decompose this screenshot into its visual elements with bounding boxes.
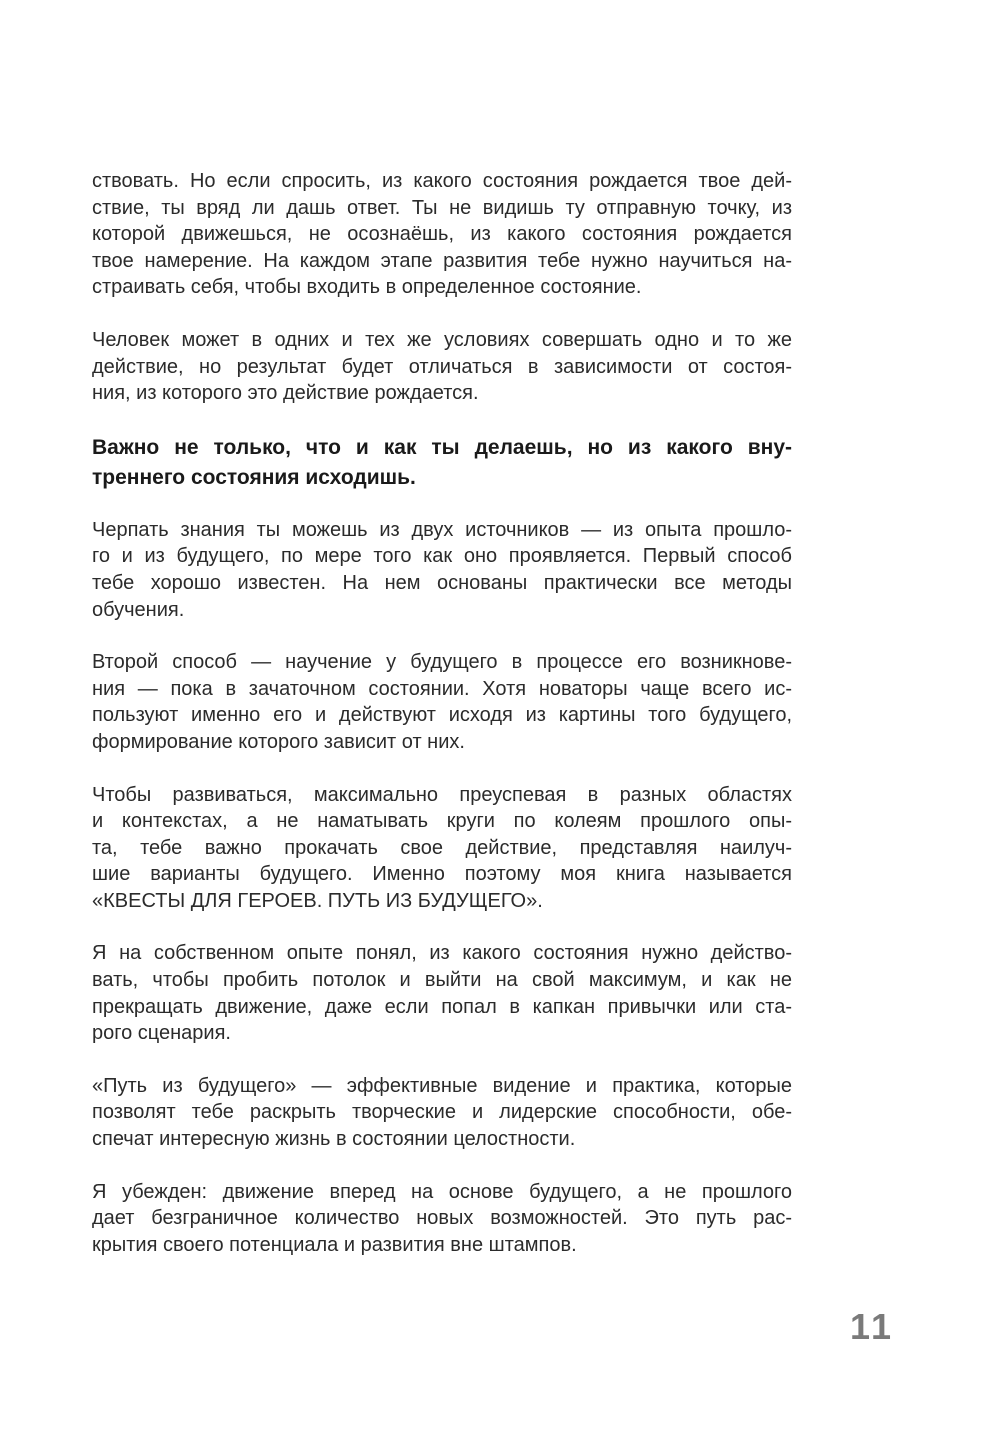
- text-line: ствие, ты вряд ли дашь ответ. Ты не видишь ту отправную точку, из: [92, 196, 792, 219]
- paragraph-7: [92, 1073, 792, 1153]
- text-line: действие, но результат будет отличаться в зависимости от состоя-: [92, 355, 792, 378]
- text-line: Человек может в одних и тех же условиях совершать одно и то же: [92, 328, 792, 351]
- text-line: обучения.: [92, 598, 185, 621]
- text-line: Второй способ — научение у будущего в процессе его возникнове-: [92, 651, 792, 674]
- paragraph-6: [92, 940, 792, 1046]
- text-line: позволят тебе раскрыть творческие и лидерские способности, обе-: [92, 1101, 792, 1124]
- text-line: ния, из которого это действие рождается.: [92, 382, 479, 405]
- text-line: формирование которого зависит от них.: [92, 730, 465, 753]
- text-line: Черпать знания ты можешь из двух источников — из опыта прошло-: [92, 518, 792, 541]
- text-line: Я на собственном опыте понял, из какого состояния нужно действо-: [92, 942, 792, 965]
- text-line: го и из будущего, по мере того как оно проявляется. Первый способ: [92, 545, 792, 568]
- text-line: и контекстах, а не наматывать круги по колеям прошлого опы-: [92, 810, 792, 833]
- key-statement: [92, 433, 792, 493]
- text-line: треннего состояния исходишь.: [92, 465, 416, 489]
- page-body: [92, 168, 792, 1284]
- text-line: ствовать. Но если спросить, из какого состояния рождается твое дей-: [92, 170, 792, 192]
- text-line: ния — пока в зачаточном состоянии. Хотя новаторы чаще всего ис-: [92, 677, 792, 700]
- text-line: которой движешься, не осознаёшь, из какого состояния рождается: [92, 223, 792, 246]
- paragraph-4: [92, 649, 792, 755]
- text-line: прекращать движение, даже если попал в капкан привычки или ста-: [92, 995, 792, 1018]
- paragraph-3: [92, 517, 792, 623]
- text-line: крытия своего потенциала и развития вне штампов.: [92, 1233, 577, 1256]
- text-line: рого сценария.: [92, 1022, 231, 1045]
- paragraph-5: [92, 782, 792, 915]
- text-line: Чтобы развиваться, максимально преуспевая в разных областях: [92, 783, 792, 806]
- text-line: та, тебе важно прокачать свое действие, представляя наилуч-: [92, 836, 792, 859]
- paragraph-8: [92, 1179, 792, 1259]
- text-line: «Путь из будущего» — эффективные видение и практика, которые: [92, 1074, 792, 1097]
- page-number: 11: [850, 1306, 895, 1347]
- text-line: пользуют именно его и действуют исходя из картины того будущего,: [92, 704, 792, 727]
- text-line: твое намерение. На каждом этапе развития тебе нужно научиться на-: [92, 249, 792, 272]
- text-line: шие варианты будущего. Именно поэтому моя книга называется: [92, 863, 792, 886]
- text-line: «КВЕСТЫ ДЛЯ ГЕРОЕВ. ПУТЬ ИЗ БУДУЩЕГО».: [92, 889, 543, 912]
- text-line: тебе хорошо известен. На нем основаны практически все методы: [92, 571, 792, 594]
- text-line: страивать себя, чтобы входить в определенное состояние.: [92, 276, 642, 299]
- text-line: Я убежден: движение вперед на основе будущего, а не прошлого: [92, 1180, 792, 1203]
- text-line: Важно не только, что и как ты делаешь, но из какого вну-: [92, 435, 792, 459]
- paragraph-1: [92, 168, 792, 301]
- text-line: дает безграничное количество новых возможностей. Это путь рас-: [92, 1207, 792, 1230]
- paragraph-2: [92, 327, 792, 407]
- text-line: спечат интересную жизнь в состоянии целостности.: [92, 1128, 576, 1151]
- text-line: вать, чтобы пробить потолок и выйти на свой максимум, и как не: [92, 969, 792, 992]
